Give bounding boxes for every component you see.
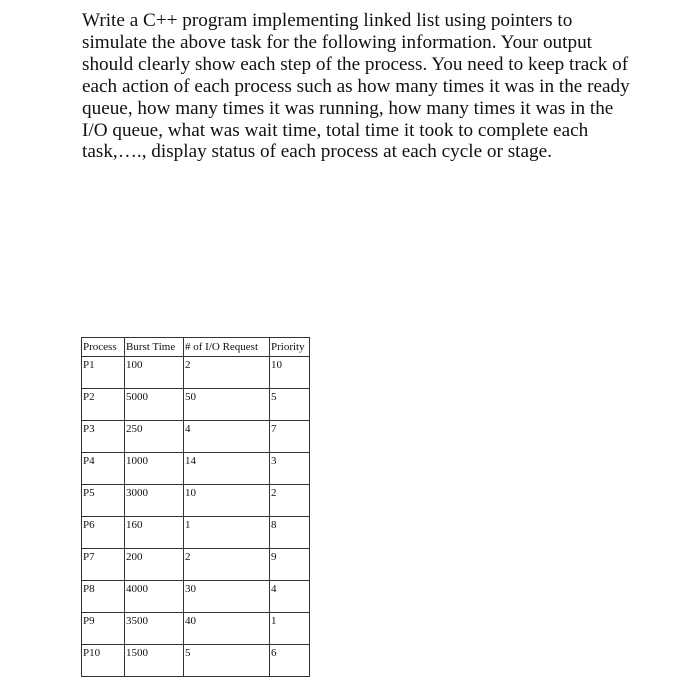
table-row [82,517,310,549]
cell-process: P2 [82,389,125,421]
cell-io-requests: 4 [184,421,270,453]
table-row [82,453,310,485]
table-header-row [82,338,310,357]
cell-priority: 3 [270,453,310,485]
table-row [82,645,310,677]
cell-io-requests: 10 [184,485,270,517]
cell-priority: 8 [270,517,310,549]
cell-process: P9 [82,613,125,645]
table-row [82,581,310,613]
header-process: Process [82,338,125,357]
cell-process: P7 [82,549,125,581]
cell-priority: 6 [270,645,310,677]
header-io-requests: # of I/O Request [184,338,270,357]
cell-io-requests: 1 [184,517,270,549]
cell-burst-time: 4000 [125,581,184,613]
cell-process: P5 [82,485,125,517]
table-row [82,549,310,581]
cell-burst-time: 5000 [125,389,184,421]
table-row [82,613,310,645]
process-table [81,337,310,677]
cell-process: P8 [82,581,125,613]
cell-io-requests: 2 [184,549,270,581]
cell-priority: 4 [270,581,310,613]
cell-burst-time: 200 [125,549,184,581]
table-row [82,357,310,389]
cell-priority: 10 [270,357,310,389]
cell-process: P6 [82,517,125,549]
cell-io-requests: 14 [184,453,270,485]
cell-burst-time: 1000 [125,453,184,485]
cell-io-requests: 2 [184,357,270,389]
cell-priority: 9 [270,549,310,581]
cell-io-requests: 50 [184,389,270,421]
table-row [82,485,310,517]
cell-burst-time: 160 [125,517,184,549]
cell-process: P4 [82,453,125,485]
cell-priority: 1 [270,613,310,645]
cell-burst-time: 100 [125,357,184,389]
cell-burst-time: 3500 [125,613,184,645]
cell-burst-time: 1500 [125,645,184,677]
cell-process: P1 [82,357,125,389]
cell-process: P3 [82,421,125,453]
cell-priority: 7 [270,421,310,453]
cell-io-requests: 30 [184,581,270,613]
cell-process: P10 [82,645,125,677]
header-burst-time: Burst Time [125,338,184,357]
cell-priority: 2 [270,485,310,517]
cell-io-requests: 40 [184,613,270,645]
cell-io-requests: 5 [184,645,270,677]
header-priority: Priority [270,338,310,357]
cell-burst-time: 3000 [125,485,184,517]
cell-priority: 5 [270,389,310,421]
table-row [82,389,310,421]
assignment-prompt: Write a C++ program implementing linked list using pointers to simulate the above task for the following information. Your output should clearly show each step of the process. You need to keep track of each action of each process such as how many times it was in the ready queue, how many times it was running, how many times it was in the I/O queue, what was wait time, total time it took to complete each task,…., display status of each process at each cycle or stage. [82,10,630,163]
table-row [82,421,310,453]
cell-burst-time: 250 [125,421,184,453]
